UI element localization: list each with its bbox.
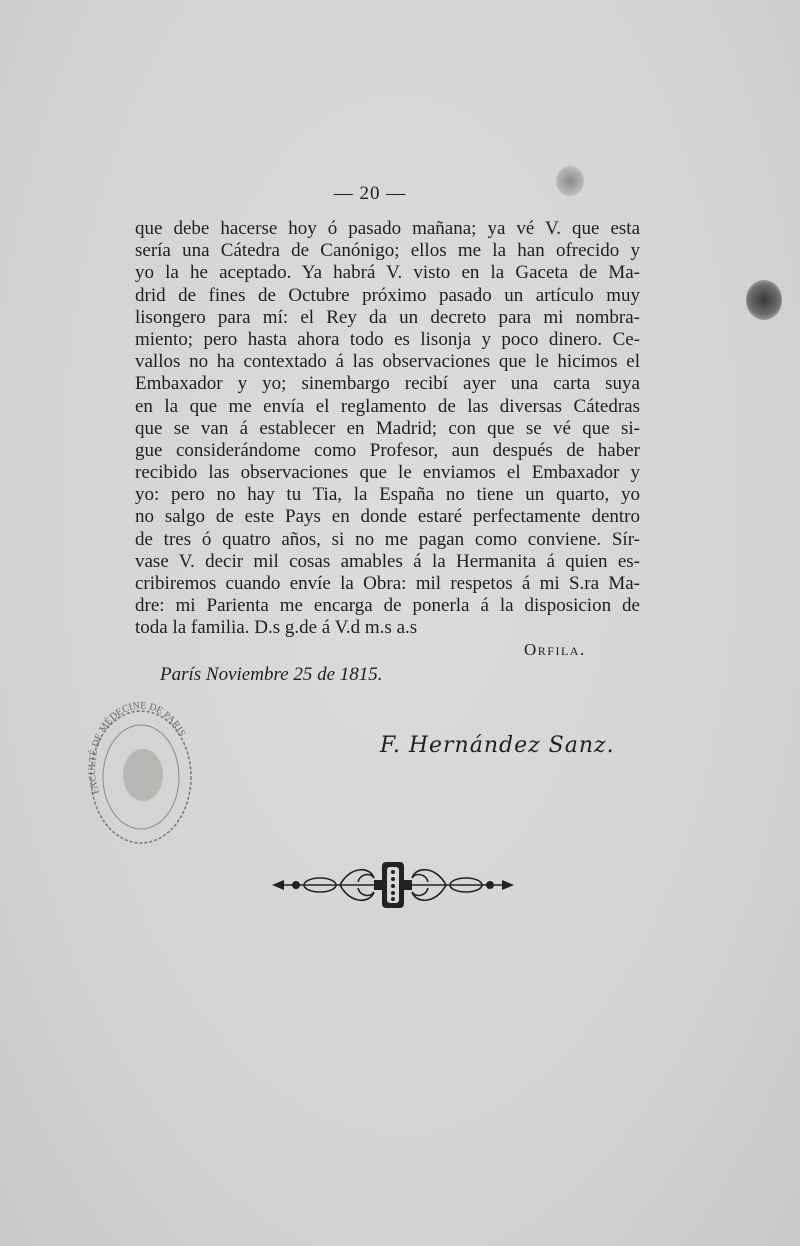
letter-line: que debe hacerse hoy ó pasado mañana; ya vé V. que esta bbox=[135, 218, 640, 239]
letter-line: de tres ó quatro años, si no me pagan como conviene. Sír- bbox=[135, 528, 640, 550]
letter-body bbox=[135, 218, 640, 640]
letter-line: Embaxador y yo; sinembargo recibí ayer una carta suya bbox=[135, 373, 640, 395]
letter-line: drid de fines de Octubre próximo pasado un artículo muy bbox=[135, 284, 640, 306]
letter-line: lisongero para mí: el Rey da un decreto para mi nombra- bbox=[135, 306, 640, 328]
ornament-icon bbox=[270, 858, 516, 912]
letter-line: yo la he aceptado. Ya habrá V. visto en la Gaceta de Ma- bbox=[135, 262, 640, 284]
ink-blot-margin bbox=[746, 280, 782, 320]
letter-line: vallos no ha contextado á las observaciones que le hicimos el bbox=[135, 351, 640, 373]
letter-line: que se van á establecer en Madrid; con que se vé que si- bbox=[135, 417, 640, 439]
letter-line: dre: mi Parienta me encarga de ponerla á la disposicion de bbox=[135, 595, 640, 617]
letter-line: gue considerándome como Profesor, aun después de haber bbox=[135, 439, 640, 461]
stamp-text: FACULTÉ DE MÉDECINE DE PARIS bbox=[86, 700, 188, 796]
letter-line: sería una Cátedra de Canónigo; ellos me la han ofrecido y bbox=[135, 240, 640, 262]
page-number: — 20 — bbox=[333, 183, 407, 204]
letter-closing-line: toda la familia. D.s g.de á V.d m.s a.s bbox=[135, 617, 418, 639]
letter-line: recibido las observaciones que le enviamos el Embaxador y bbox=[135, 462, 640, 484]
library-stamp bbox=[85, 697, 197, 847]
letter-line: miento; pero hasta ahora todo es lisonja y poco dinero. Ce- bbox=[135, 328, 640, 350]
letter-signature: Orfila. bbox=[524, 640, 586, 659]
letter-dateline: París Noviembre 25 de 1815. bbox=[160, 664, 383, 685]
letter-line: yo: pero no hay tu Tia, la España no tiene un quarto, yo bbox=[135, 484, 640, 506]
letter-line: cribiremos cuando envíe la Obra: mil respetos á mi S.ra Ma- bbox=[135, 573, 640, 594]
letter-line: vase V. decir mil cosas amables á la Hermanita á quien es- bbox=[135, 550, 640, 572]
letter-line: en la que me envía el reglamento de las diversas Cátedras bbox=[135, 395, 640, 417]
editor-signature: F. Hernández Sanz. bbox=[380, 733, 615, 758]
letter-line: no salgo de este Pays en donde estaré perfectamente dentro bbox=[135, 506, 640, 528]
